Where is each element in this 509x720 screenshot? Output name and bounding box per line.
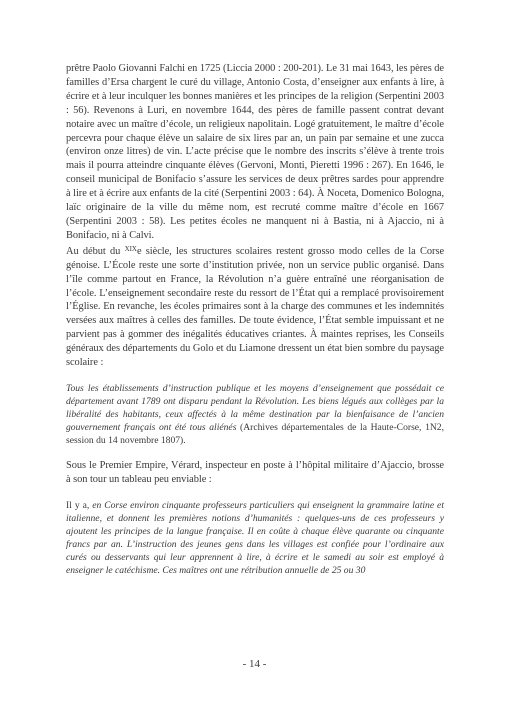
page-number: - 14 - (242, 658, 267, 670)
block-quote-1-citation: (Archives départementales de la Haute-Corse, 1N2, session du 14 novembre 1807). (66, 421, 444, 446)
block-quote-1 (66, 382, 444, 447)
block-quote-1-italic: Tous les établissements d’instruction publique et les moyens d’enseignement que possédait ce département avant 1789 ont disparu pendant la Révolution. Les biens légués aux collèges par la libéralité des habitants, ceux affectés à la même destination par la bienfaisance de l’ancien gouvernement français ont été tous aliénés (66, 382, 444, 433)
paragraph-2-body: e siècle, les structures scolaires restent grosso modo celles de la Corse génoise. L’École reste une sorte d’institution privée, non un service public organisé. Dans l’île comme partout en France, la Révolution n’a guère entraîné une réorganisation de l’école. L’enseignement secondaire reste du ressort de l’État qui a remplacé provisoirement l’Église. En revanche, les écoles primaires sont à la charge des communes et les indemnités versées aux maîtres à celles des familles. De toute évidence, l’État semble impuissant et ne parvient pas à gommer des inégalités éducatives criantes. À maintes reprises, les Conseils généraux des départements du Golo et du Liamone dressent un état bien sombre du paysage scolaire : (66, 245, 445, 369)
page-body (66, 62, 444, 589)
paragraph-2-lead: Au début du (66, 245, 125, 257)
block-quote-2-lead: Il y a, (66, 499, 93, 511)
century-numeral: XIX (124, 244, 137, 253)
block-quote-2 (66, 499, 444, 577)
paragraph-2 (66, 243, 444, 370)
paragraph-3: Sous le Premier Empire, Vérard, inspecteur en poste à l’hôpital militaire d’Ajaccio, brosse à son tour un tableau peu enviable : (66, 459, 444, 485)
block-quote-2-italic: en Corse environ cinquante professeurs particuliers qui enseignent la grammaire latine et italienne, et donnent les premières notions d’humanités : quelques-uns de ces professeurs y ajoutent les principes de la langue française. Il en coûte à chaque élève quarante ou cinquante francs par an. L’instruction des jeunes gens dans les villages est confiée pour l’ordinaire aux curés ou desservants qui leur apprennent à lire, à écrire et le samedi au soir est employé à enseigner le catéchisme. Ces maîtres ont une rétribution annuelle de 25 ou 30 (66, 499, 444, 576)
paragraph-1: prêtre Paolo Giovanni Falchi en 1725 (Liccia 2000 : 200-201). Le 31 mai 1643, les pères de familles d’Ersa chargent le curé du village, Antonio Costa, d’enseigner aux enfants à lire, à écrire et à leur inculquer les bonnes manières et les principes de la religion (Serpentini 2003 : 56). Revenons à Luri, en novembre 1644, des pères de famille passent contrat devant notaire avec un maître d’école, un religieux napolitain. Logé gratuitement, le maître d’école percevra pour chaque élève un salaire de six lires par an, un pain par semaine et une zucca (environ onze litres) de vin. L’acte précise que le nombre des inscrits s’élève à trente trois mais il pourra atteindre cinquante élèves (Gervoni, Monti, Pieretti 1996 : 267). En 1646, le conseil municipal de Bonifacio s’assure les services de deux prêtres sardes pour apprendre à lire et à écrire aux enfants de la cité (Serpentini 2003 : 64). À Noceta, Domenico Bologna, laïc originaire de la ville du même nom, est recruté comme maître d’école en 1667 (Serpentini 2003 : 58). Les petites écoles ne manquent ni à Bastia, ni à Ajaccio, ni à Bonifacio, ni à Calvi. (66, 63, 444, 241)
